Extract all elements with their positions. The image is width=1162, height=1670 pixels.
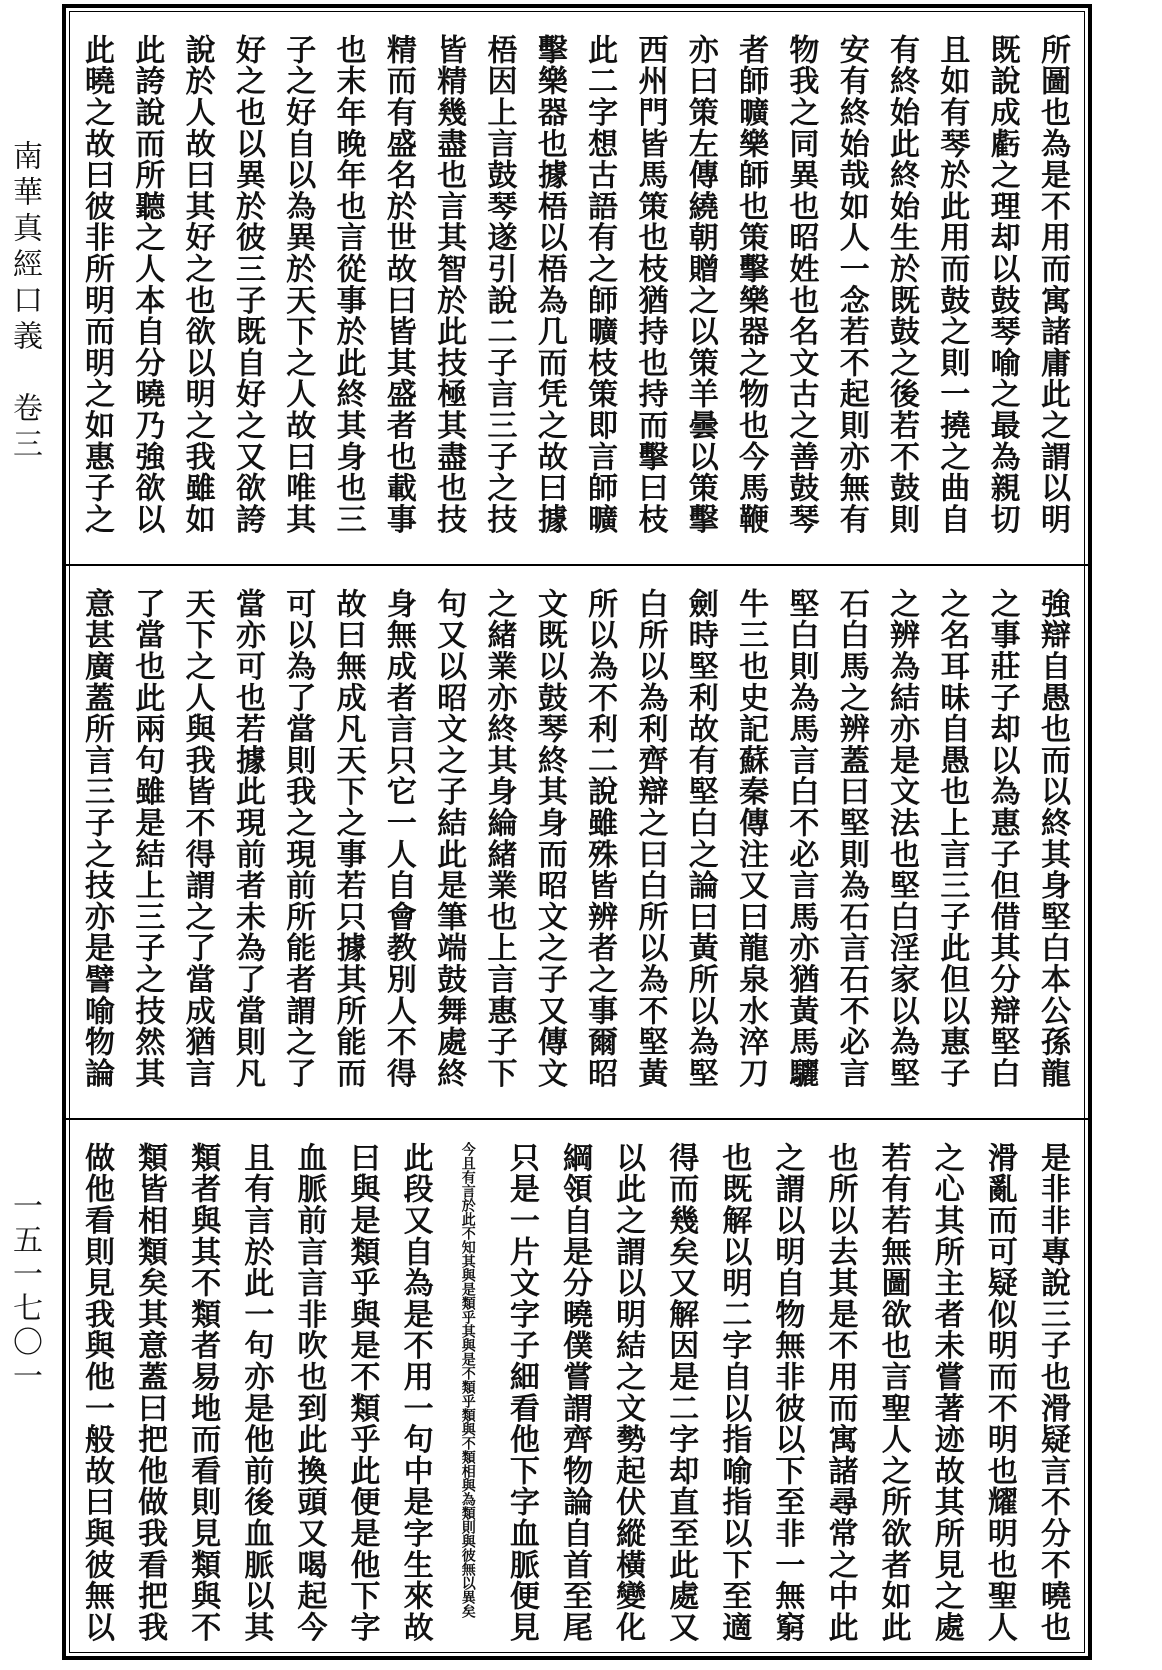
text-column: 以此之謂以明結之文勢起伏縱橫變化 [610,1142,646,1643]
page-frame [62,4,1092,1660]
page-number: 一五一七〇一 [7,1190,42,1394]
text-column: 白所以為利齊辯之曰白所以為不堅黃 [632,588,668,1089]
text-column: 擊樂器也據梧以梧為几而凭之故曰據 [531,34,567,535]
text-columns [74,34,1074,558]
text-column: 強辯自愚也而以終其身堅白本公孫龍 [1034,588,1070,1089]
text-panel-middle [70,568,1084,1118]
text-column: 血脈前言言非吹也到此換頭又喝起今 [291,1142,327,1643]
text-column: 類者與其不類者易地而看則見類與不 [185,1142,221,1643]
text-column: 之名耳昧自愚也上言三子此但以惠子 [934,588,970,1089]
text-column: 句又以昭文之子結此是筆端鼓舞處終 [431,588,467,1089]
text-column: 亦曰策左傳繞朝贈之以策羊曇以策擊 [682,34,718,535]
text-column: 梧因上言鼓琴遂引說二子言三子之技 [481,34,517,535]
text-column: 牛三也史記蘇秦傳注又曰龍泉水淬刀 [733,588,769,1089]
text-column: 有終始此終始生於既鼓之後若不鼓則 [884,34,919,535]
text-column: 也既解以明二字自以指喻指以下至適 [716,1142,752,1643]
text-column: 此二字想古語有之師曠枝策即言師曠 [582,34,618,535]
text-column: 之辨為結亦是文法也堅白淫家以為堅 [884,588,919,1089]
text-column: 類皆相類矣其意蓋曰把他做我看把我 [132,1142,168,1643]
panel-divider [66,564,1088,566]
text-column: 也所以去其是不用而寓諸尋常之中此 [822,1142,858,1643]
text-column: 此曉之故曰彼非所明而明之如惠子之 [79,34,114,535]
book-title: 南華真經口義 卷三 [7,140,42,464]
text-column: 了當也此兩句雖是結上三子之技然其 [129,588,165,1089]
text-column: 做他看則見我與他一般故曰與彼無以 [79,1142,114,1643]
text-column: 此誇說而所聽之人本自分曉乃強欲以 [129,34,165,535]
panel-divider [66,1118,1088,1120]
text-column: 皆精幾盡也言其智於此技極其盡也技 [431,34,467,535]
text-columns [74,1142,1074,1648]
text-column: 者師曠樂師也策擊樂器之物也今馬鞭 [733,34,769,535]
text-column: 若有若無圖欲也言聖人之所欲者如此 [875,1142,911,1643]
text-column: 劍時堅利故有堅白之論曰黃所以為堅 [682,588,718,1089]
text-column: 滑亂而可疑似明而不明也耀明也聖人 [981,1142,1017,1643]
text-columns [74,588,1074,1112]
text-column: 得而幾矣又解因是二字却直至此處又 [663,1142,699,1643]
text-column: 且有言於此一句亦是他前後血脈以其 [238,1142,274,1643]
text-column: 曰與是類乎與是不類乎此便是他下字 [344,1142,380,1643]
text-panel-top [70,14,1084,564]
text-column: 也末年晚年也言從事於此終其身也三 [330,34,366,535]
text-column: 堅白則為馬言白不必言馬亦猶黃馬驪 [783,588,819,1089]
text-column: 說於人故曰其好之也欲以明之我雖如 [179,34,215,535]
text-column: 安有終始哉如人一念若不起則亦無有 [833,34,869,535]
text-column: 所圖也為是不用而寓諸庸此之謂以明 [1034,34,1070,535]
text-column: 文既以鼓琴終其身而昭文之子又傳文 [531,588,567,1089]
text-column: 意甚廣蓋所言三子之技亦是譬喻物論 [79,588,114,1089]
text-column: 是非非專說三子也滑疑言不分不曉也 [1034,1142,1070,1643]
text-column: 只是一片文字子細看他下字血脈便見 [503,1142,539,1643]
text-column: 當亦可也若據此現前者未為了當則凡 [229,588,265,1089]
text-column: 子之好自以為異於天下之人故曰唯其 [280,34,316,535]
text-column: 且如有琴於此用而鼓之則一撓之曲自 [934,34,970,535]
text-column: 之事莊子却以為惠子但借其分辯堅白 [984,588,1020,1089]
text-column: 天下之人與我皆不得謂之了當成猶言 [179,588,215,1089]
text-column: 所以為不利二說雖殊皆辨者之事爾昭 [582,588,618,1089]
text-column: 綱領自是分曉僕嘗謂齊物論自首至尾 [556,1142,592,1643]
text-column: 精而有盛名於世故曰皆其盛者也載事 [380,34,416,535]
text-column: 之謂以明自物無非彼以下至非一無窮 [769,1142,805,1643]
text-panel-bottom [70,1122,1084,1654]
text-column: 好之也以異於彼三子既自好之又欲誇 [229,34,265,535]
text-column: 故曰無成凡天下之事若只據其所能而 [330,588,366,1089]
text-column: 之緒業亦終其身綸緒業也上言惠子下 [481,588,517,1089]
text-column: 物我之同異也昭姓也名文古之善鼓琴 [783,34,819,535]
text-column: 既說成虧之理却以鼓琴喻之最為親切 [984,34,1020,535]
text-column: 石白馬之辨蓋曰堅則為石言石不必言 [833,588,869,1089]
text-column: 之心其所主者未嘗著迹故其所見之處 [928,1142,964,1643]
text-column: 此段又自為是不用一句中是字生來故 [397,1142,433,1643]
text-column: 今且有言於此不知其與是類乎其與是不類乎類與不類相與為類則與彼無以異矣 [459,1142,476,1618]
text-column: 可以為了當則我之現前所能者謂之了 [280,588,316,1089]
text-column: 西州門皆馬策也枝猶持也持而擊曰枝 [632,34,668,535]
text-column: 身無成者言只它一人自會教別人不得 [380,588,416,1089]
